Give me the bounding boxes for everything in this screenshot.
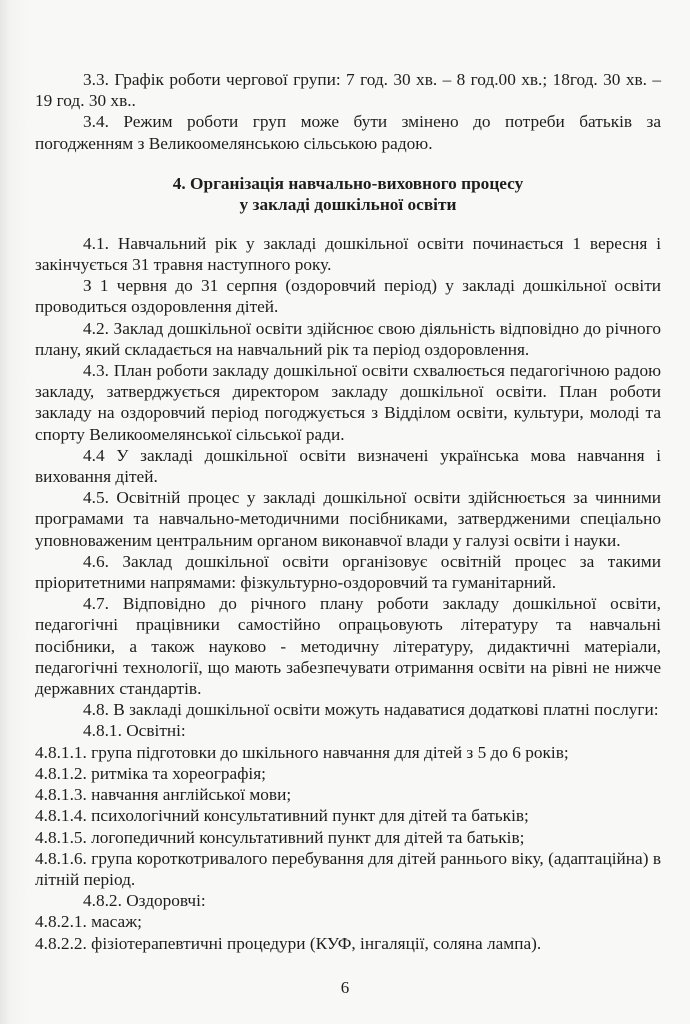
section-heading-line-2: у закладі дошкільної освіти [239,195,457,215]
page-number: 6 [340,978,350,997]
paragraph-4-1: 4.1. Навчальний рік у закладі дошкільної освіти починається 1 вересня і закінчується 31 травня наступного року. [35,233,661,275]
paragraph-3-4: 3.4. Режим роботи груп може бути змінено до потреби батьків за погодженням з Великоомелянською сільською радою. [35,112,661,153]
paragraph-4-4: 4.4 У закладі дошкільної освіти визначені українська мова навчання і виховання дітей. [35,445,661,487]
list-item-4-8-2-1: 4.8.2.1. масаж; [35,912,142,932]
paragraph-4-3: 4.3. План роботи закладу дошкільної освіти схвалюється педагогічною радою закладу, затверджується директором закладу дошкільної освіти. План роботи закладу на оздоровчий період погоджується з Відділом освіти, культури, молоді та спорту Великоомелянської сільської ради. [35,361,661,444]
list-item-4-8-1-5: 4.8.1.5. логопедичний консультативний пункт для дітей та батьків; [35,827,525,847]
list-item-4-8-1-1: 4.8.1.1. група підготовки до шкільного навчання для дітей з 5 до 6 років; [35,742,569,762]
list-item-4-8-1-6: 4.8.1.6. група короткотривалого перебування для дітей раннього віку, (адаптаційна) в літній період. [35,848,661,889]
paragraph-4-1-summer: З 1 червня до 31 серпня (оздоровчий період) у закладі дошкільної освіти проводиться оздоровлення дітей. [35,276,661,317]
list-item-4-8-1-3: 4.8.1.3. навчання англійської мови; [35,785,292,805]
paragraph-4-6: 4.6. Заклад дошкільної освіти організовує освітній процес за такими пріоритетними напрямами: фізкультурно-оздоровчий та гуманітарний. [35,551,661,593]
paragraph-4-2: 4.2. Заклад дошкільної освіти здійснює свою діяльність відповідно до річного плану, який складається на навчальний рік та період оздоровлення. [35,318,661,359]
document-body [35,69,661,954]
list-item-4-8-1-4: 4.8.1.4. психологічний консультативний пункт для дітей та батьків; [35,806,529,826]
subsection-educational-heading: 4.8.1. Освітні: [83,721,186,741]
list-item-4-8-1-2: 4.8.1.2. ритміка та хореографія; [35,763,266,783]
paragraph-4-5: 4.5. Освітній процес у закладі дошкільної освіти здійснюється за чинними програмами та навчально-методичними посібниками, затвердженими спеціально уповноваженим центральним органом виконавчої влади у галузі освіти і науки. [35,488,661,550]
subsection-health-heading: 4.8.2. Оздоровчі: [83,891,206,911]
paragraph-3-3: 3.3. Графік роботи чергової групи: 7 год. 30 хв. – 8 год.00 хв.; 18год. 30 хв. – 19 год. 30 хв.. [35,70,661,111]
paragraph-4-8: 4.8. В закладі дошкільної освіти можуть надаватися додаткові платні послуги: [83,700,659,720]
section-heading-line-1: 4. Організація навчально-виховного процесу [172,173,524,193]
section-heading [35,173,661,216]
paragraph-4-7: 4.7. Відповідно до річного плану роботи закладу дошкільної освіти, педагогічні працівники самостійно опрацьовують літературу та навчальні посібники, а також науково - методичну літературу, дидактичні матеріали, педагогічні технології, що мають забезпечувати отримання освіти на рівні не нижче державних стандартів. [35,594,661,699]
list-item-4-8-2-2: 4.8.2.2. фізіотерапевтичні процедури (КУФ, інгаляції, соляна лампа). [35,933,542,953]
